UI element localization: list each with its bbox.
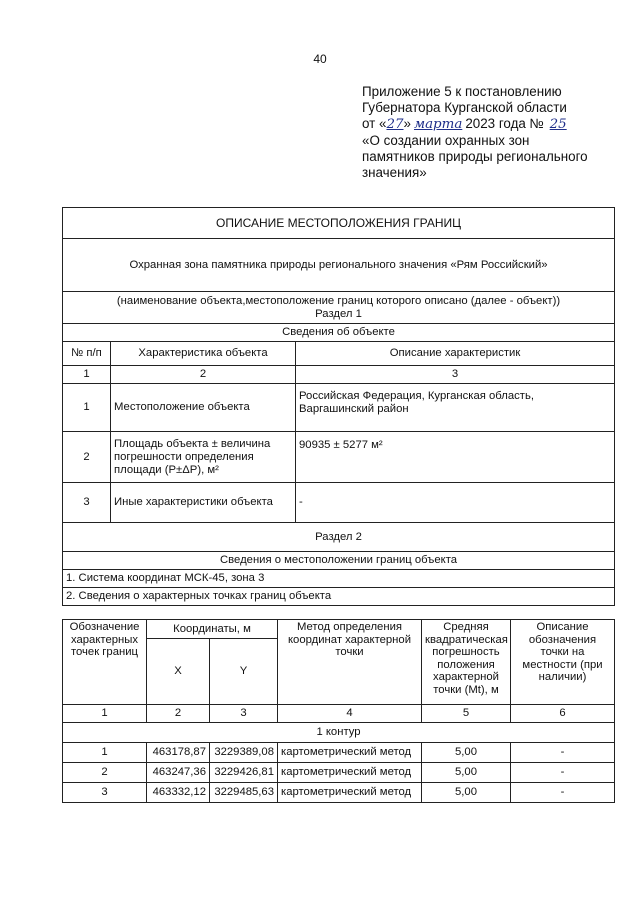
header-method: Метод определения координат характерной точки xyxy=(278,620,422,705)
description-table xyxy=(62,207,615,606)
row-num: 3 xyxy=(63,483,111,523)
handwritten-month: марта xyxy=(413,117,463,132)
point-desc: - xyxy=(511,763,615,783)
point-desc: - xyxy=(511,743,615,763)
point-id: 3 xyxy=(63,783,147,803)
header-number-3: 3 xyxy=(296,366,615,384)
header-number-1: 1 xyxy=(63,366,111,384)
header-num: № п/п xyxy=(63,342,111,366)
section1-subtitle: Сведения об объекте xyxy=(63,324,615,342)
header-description: Описание характеристик xyxy=(296,342,615,366)
appendix-block xyxy=(362,84,622,181)
table-row xyxy=(63,384,615,432)
table-row xyxy=(63,783,615,803)
point-method: картометрический метод xyxy=(278,763,422,783)
col-number-2: 2 xyxy=(147,705,210,723)
date-year: 2023 года № xyxy=(465,116,544,131)
header-y: Y xyxy=(210,639,278,705)
point-desc: - xyxy=(511,783,615,803)
header-designation: Обозначение характерных точек границ xyxy=(63,620,147,705)
col-number-5: 5 xyxy=(422,705,511,723)
handwritten-day: 27 xyxy=(386,117,404,132)
point-mt: 5,00 xyxy=(422,743,511,763)
point-mt: 5,00 xyxy=(422,783,511,803)
header-number-2: 2 xyxy=(111,366,296,384)
appendix-line-5: памятников природы регионального xyxy=(362,149,588,164)
section2-title: Раздел 2 xyxy=(63,523,615,552)
appendix-line-6: значения» xyxy=(362,165,427,180)
col-number-6: 6 xyxy=(511,705,615,723)
header-coordinates: Координаты, м xyxy=(147,620,278,639)
point-y: 3229389,08 xyxy=(210,743,278,763)
row-value: Российская Федерация, Курганская область, Варгашинский район xyxy=(296,384,615,432)
appendix-line-4: «О создании охранных зон xyxy=(362,133,530,148)
point-method: картометрический метод xyxy=(278,743,422,763)
table-row xyxy=(63,483,615,523)
table-row xyxy=(63,743,615,763)
point-x: 463332,12 xyxy=(147,783,210,803)
contour-label: 1 контур xyxy=(63,723,615,743)
col-number-1: 1 xyxy=(63,705,147,723)
point-mt: 5,00 xyxy=(422,763,511,783)
point-method: картометрический метод xyxy=(278,783,422,803)
row-name: Иные характеристики объекта xyxy=(111,483,296,523)
document-title: ОПИСАНИЕ МЕСТОПОЛОЖЕНИЯ ГРАНИЦ xyxy=(63,208,615,239)
point-id: 1 xyxy=(63,743,147,763)
object-caption-cell xyxy=(63,292,615,324)
col-number-4: 4 xyxy=(278,705,422,723)
date-prefix: от « xyxy=(362,116,387,131)
date-quote-close: » xyxy=(403,116,411,131)
table-row xyxy=(63,432,615,483)
header-characteristic: Характеристика объекта xyxy=(111,342,296,366)
point-x: 463178,87 xyxy=(147,743,210,763)
point-y: 3229485,63 xyxy=(210,783,278,803)
appendix-line-3 xyxy=(362,116,622,133)
coordinates-table xyxy=(62,619,615,803)
row-value: - xyxy=(296,483,615,523)
object-name: Охранная зона памятника природы регионального значения «Рям Российский» xyxy=(63,239,615,292)
col-number-3: 3 xyxy=(210,705,278,723)
section2-subtitle: Сведения о местоположении границ объекта xyxy=(63,552,615,570)
coordinate-system: 1. Система координат МСК-45, зона 3 xyxy=(63,570,615,588)
table-row xyxy=(63,763,615,783)
page-number: 40 xyxy=(313,52,327,66)
header-point-description: Описание обозначения точки на местности (при наличии) xyxy=(511,620,615,705)
appendix-line-1: Приложение 5 к постановлению xyxy=(362,84,562,99)
row-num: 2 xyxy=(63,432,111,483)
points-caption: 2. Сведения о характерных точках границ объекта xyxy=(63,588,615,606)
object-caption: (наименование объекта,местоположение границ которого описано (далее - объект)) xyxy=(116,295,561,307)
row-name: Площадь объекта ± величина погрешности определения площади (Р±ΔР), м² xyxy=(111,432,296,483)
section1-title: Раздел 1 xyxy=(315,308,362,320)
row-num: 1 xyxy=(63,384,111,432)
point-x: 463247,36 xyxy=(147,763,210,783)
row-value: 90935 ± 5277 м² xyxy=(296,432,615,483)
handwritten-number: 25 xyxy=(549,117,567,132)
point-y: 3229426,81 xyxy=(210,763,278,783)
header-x: X xyxy=(147,639,210,705)
row-name: Местоположение объекта xyxy=(111,384,296,432)
header-error: Средняя квадратическая погрешность положения характерной точки (Mt), м xyxy=(422,620,511,705)
point-id: 2 xyxy=(63,763,147,783)
appendix-line-2: Губернатора Курганской области xyxy=(362,100,567,115)
